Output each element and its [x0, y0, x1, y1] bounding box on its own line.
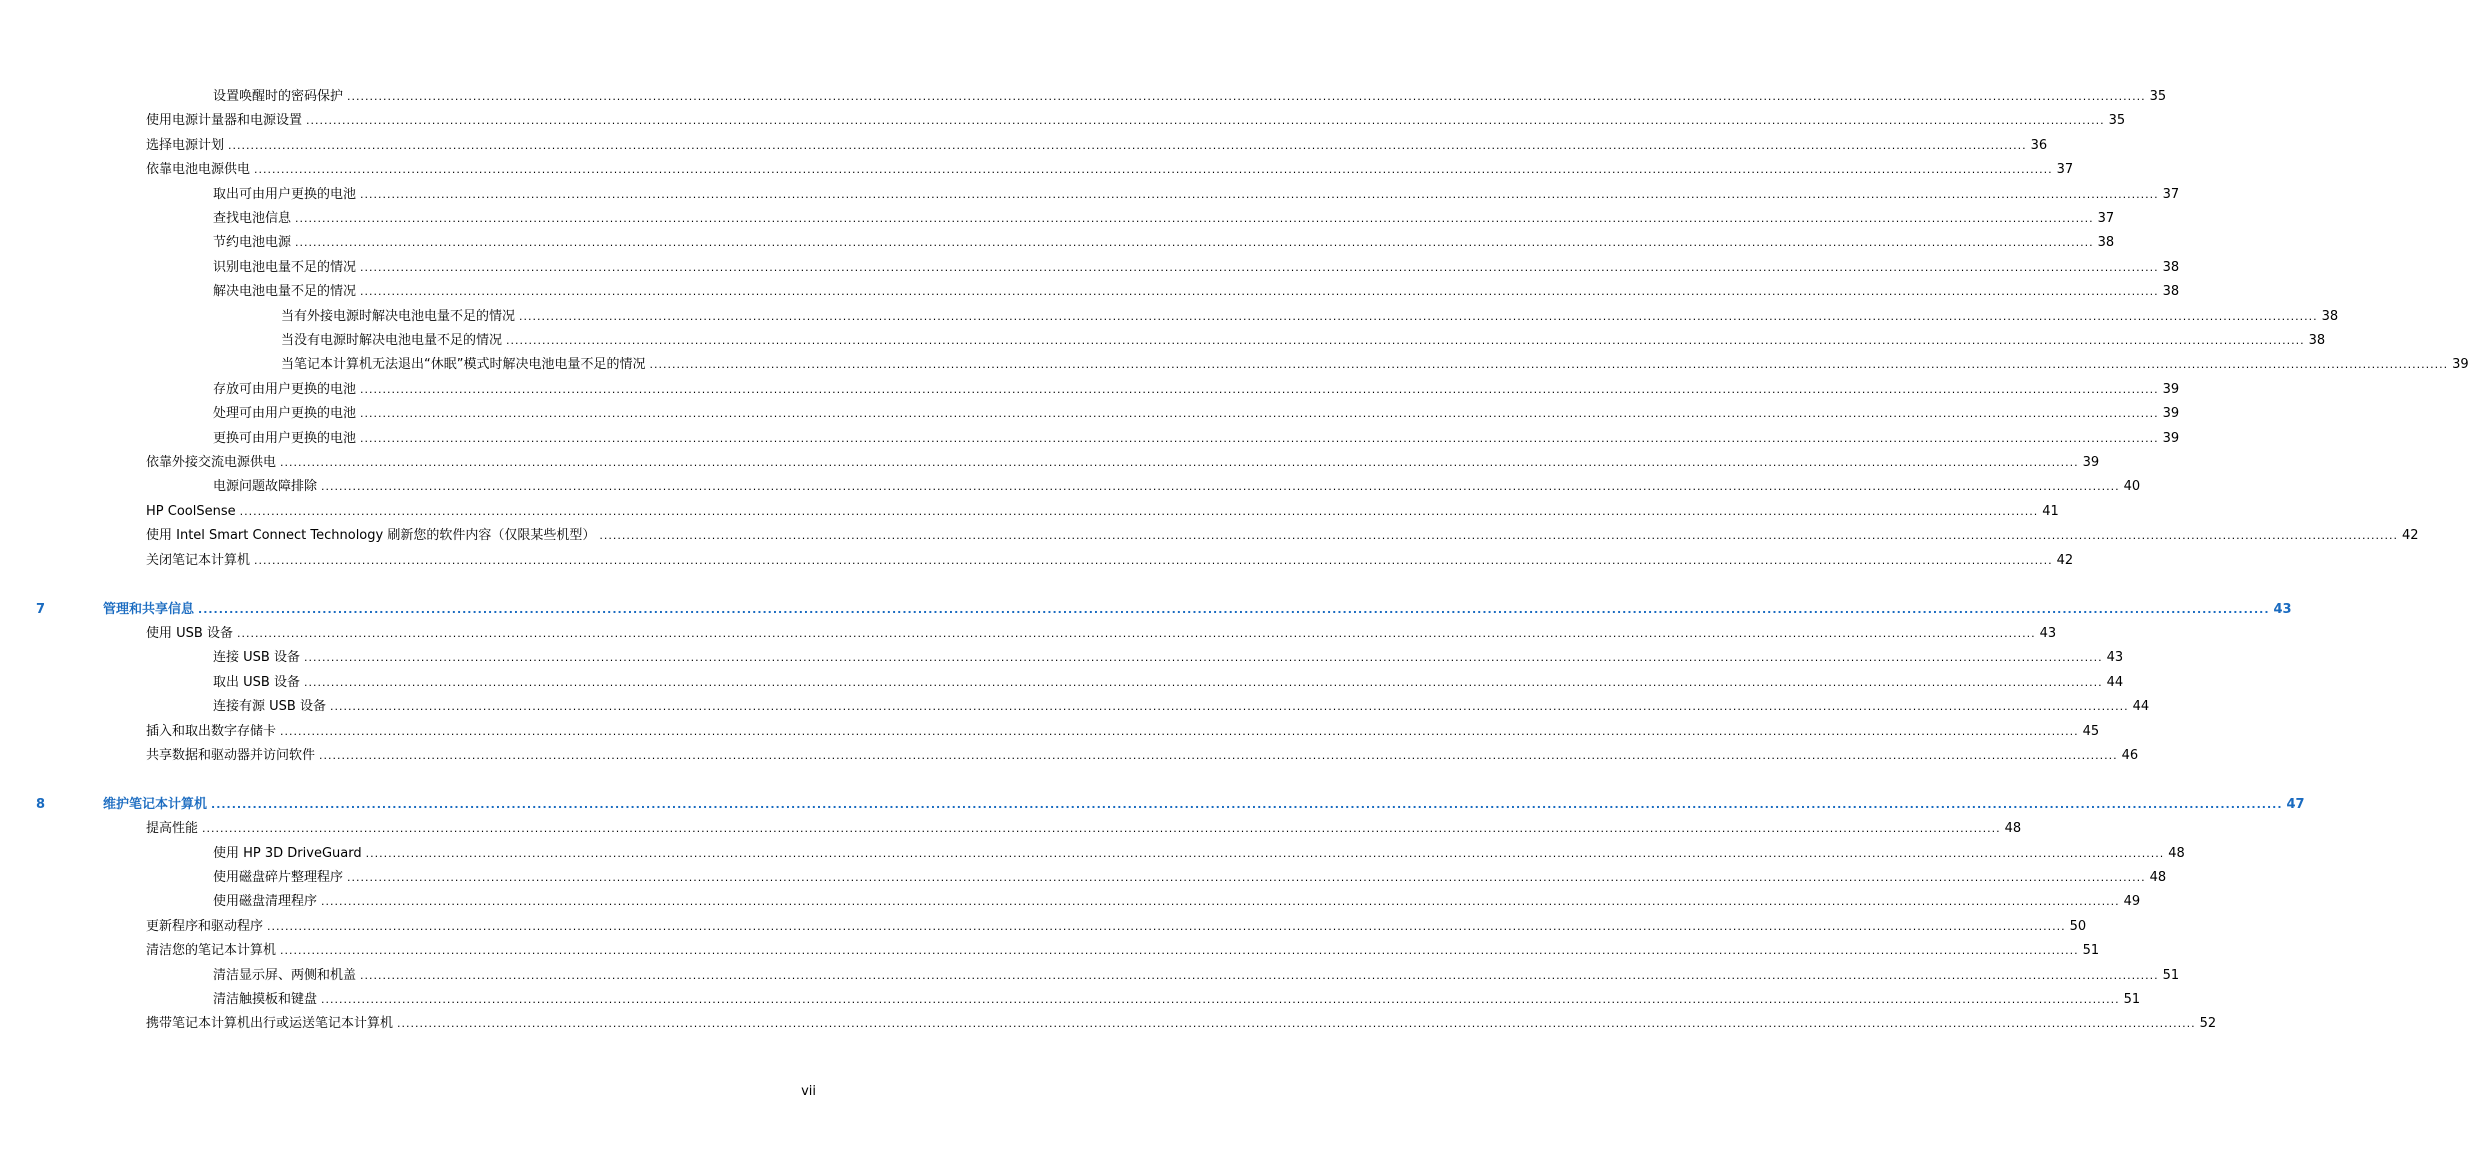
page-number: vii: [801, 1084, 816, 1099]
toc-entry-page: 49: [2123, 894, 2141, 910]
dot-leader: ................................................................................................................................................................................................................................................................................................................................................................................................................: [211, 797, 2283, 811]
toc-entry-page: 46: [2121, 747, 2139, 763]
toc-entry-title: 节约电池电源: [213, 235, 292, 251]
toc-entry-page: 36: [2030, 137, 2048, 153]
toc-entry-title: 取出 USB 设备: [213, 674, 300, 690]
toc-entry-title: 提高性能: [146, 821, 199, 837]
dot-leader: ................................................................................................................................................................................................................................................................................................................................................................................................................: [280, 944, 2079, 958]
toc-entry-page: 48: [2149, 870, 2167, 885]
toc-entry-page: 51: [2082, 943, 2100, 959]
toc-entry[interactable]: [213, 967, 2180, 985]
toc-entry-title: 识别电池电量不足的情况: [213, 259, 357, 275]
toc-entry[interactable]: [146, 552, 2074, 570]
toc-entry[interactable]: [213, 210, 2115, 228]
toc-entry-page: 48: [2168, 845, 2185, 861]
toc-entry-page: 37: [2056, 162, 2074, 178]
toc-entry-title: 使用磁盘清理程序: [213, 894, 318, 910]
toc-entry-title: 清洁您的笔记本计算机: [146, 943, 277, 959]
dot-leader: ................................................................................................................................................................................................................................................................................................................................................................................................................: [365, 846, 2165, 860]
toc-entry-page: 38: [2321, 308, 2339, 324]
toc-entry-title: 选择电源计划: [146, 137, 225, 153]
toc-entry-title: 依靠外接交流电源供电: [146, 455, 277, 470]
toc-entry-title: 清洁显示屏、两侧和机盖: [213, 967, 357, 983]
dot-leader: ................................................................................................................................................................................................................................................................................................................................................................................................................: [360, 285, 2159, 299]
dot-leader: ................................................................................................................................................................................................................................................................................................................................................................................................................: [236, 626, 2036, 640]
toc-entry[interactable]: [213, 88, 2167, 106]
toc-entry-page: 51: [2162, 967, 2180, 983]
toc-entry[interactable]: [281, 356, 2469, 374]
toc-entry-page: 51: [2123, 992, 2141, 1007]
dot-leader: ................................................................................................................................................................................................................................................................................................................................................................................................................: [360, 260, 2159, 274]
toc-entry[interactable]: [281, 308, 2339, 326]
dot-leader: ................................................................................................................................................................................................................................................................................................................................................................................................................: [280, 456, 2079, 469]
toc-entry-page: 35: [2149, 89, 2167, 104]
toc-entry[interactable]: [213, 674, 2124, 692]
toc-entry-page: 39: [2452, 357, 2469, 373]
toc-entry[interactable]: [146, 747, 2139, 765]
toc-entry[interactable]: [146, 820, 2022, 838]
toc-entry[interactable]: [146, 942, 2100, 960]
dot-leader: ................................................................................................................................................................................................................................................................................................................................................................................................................: [347, 90, 2146, 103]
dot-leader: ................................................................................................................................................................................................................................................................................................................................................................................................................: [202, 822, 2001, 836]
toc-entry-page: 37: [2162, 186, 2180, 202]
toc-chapter-number: 8: [36, 796, 46, 812]
dot-leader: ................................................................................................................................................................................................................................................................................................................................................................................................................: [306, 114, 2105, 128]
toc-entry[interactable]: [213, 430, 2180, 448]
toc-entry-page: 40: [2123, 479, 2141, 495]
toc-entry-title: 解决电池电量不足的情况: [213, 284, 357, 300]
toc-entry-title: 使用 HP 3D DriveGuard: [213, 845, 362, 861]
toc-entry-title: 电源问题故障排除: [213, 479, 318, 495]
toc-entry-title: 连接 USB 设备: [213, 650, 300, 666]
toc-entry[interactable]: [213, 869, 2167, 887]
toc-entry-title: 查找电池信息: [213, 211, 292, 226]
toc-entry-title: 连接有源 USB 设备: [213, 699, 326, 715]
toc-entry[interactable]: [213, 186, 2180, 204]
toc-entry[interactable]: [213, 649, 2124, 667]
dot-leader: ................................................................................................................................................................................................................................................................................................................................................................................................................: [599, 529, 2398, 543]
toc-chapter-number: 7: [36, 601, 46, 617]
toc-entry-page: 45: [2082, 723, 2100, 739]
toc-entry-page: 50: [2069, 918, 2087, 934]
toc-entry-page: 38: [2162, 259, 2180, 275]
toc-entry[interactable]: [146, 723, 2100, 741]
toc-entry-title: 处理可由用户更换的电池: [213, 406, 357, 422]
toc-entry[interactable]: [146, 625, 2057, 643]
toc-entry[interactable]: [213, 259, 2180, 277]
toc-entry-page: 43: [2106, 650, 2124, 666]
toc-entry-title: 依靠电池电源供电: [146, 162, 251, 178]
dot-leader: ................................................................................................................................................................................................................................................................................................................................................................................................................: [280, 724, 2079, 738]
dot-leader: ................................................................................................................................................................................................................................................................................................................................................................................................................: [397, 1017, 2196, 1031]
toc-entry-title: 取出可由用户更换的电池: [213, 186, 357, 202]
toc-entry-page: 39: [2082, 455, 2100, 470]
toc-entry[interactable]: [213, 234, 2115, 252]
toc-entry[interactable]: [213, 991, 2141, 1009]
toc-entry[interactable]: [213, 381, 2180, 399]
toc-entry-title: 携带笔记本计算机出行或运送笔记本计算机: [146, 1016, 394, 1032]
toc-entry-title: 清洁触摸板和键盘: [213, 992, 318, 1007]
toc-entry-title: 使用 Intel Smart Connect Technology 刷新您的软件内容（仅限某些机型）: [146, 528, 596, 544]
toc-entry-page: 44: [2132, 699, 2150, 715]
dot-leader: ................................................................................................................................................................................................................................................................................................................................................................................................................: [360, 407, 2159, 421]
toc-entry-page: 47: [2286, 796, 2305, 812]
toc-entry-page: 39: [2162, 406, 2180, 422]
dot-leader: ................................................................................................................................................................................................................................................................................................................................................................................................................: [295, 212, 2094, 225]
toc-entry[interactable]: [146, 137, 2048, 155]
dot-leader: ................................................................................................................................................................................................................................................................................................................................................................................................................: [347, 871, 2146, 884]
toc-entry-title: 使用 USB 设备: [146, 625, 233, 641]
toc-entry-page: 38: [2308, 333, 2326, 348]
toc-entry-title: 插入和取出数字存储卡: [146, 723, 277, 739]
toc-entry-page: 39: [2162, 381, 2180, 397]
dot-leader: ................................................................................................................................................................................................................................................................................................................................................................................................................: [329, 700, 2129, 714]
dot-leader: ................................................................................................................................................................................................................................................................................................................................................................................................................: [321, 480, 2120, 494]
toc-entry-title: 设置唤醒时的密码保护: [213, 89, 344, 104]
toc-entry-page: 43: [2273, 601, 2292, 617]
dot-leader: ................................................................................................................................................................................................................................................................................................................................................................................................................: [228, 138, 2027, 152]
dot-leader: ................................................................................................................................................................................................................................................................................................................................................................................................................: [319, 748, 2118, 762]
dot-leader: ................................................................................................................................................................................................................................................................................................................................................................................................................: [267, 919, 2066, 933]
toc-entry-title: 更换可由用户更换的电池: [213, 430, 357, 446]
dot-leader: ................................................................................................................................................................................................................................................................................................................................................................................................................: [506, 334, 2305, 347]
dot-leader: ................................................................................................................................................................................................................................................................................................................................................................................................................: [360, 431, 2159, 445]
toc-entry-title: 关闭笔记本计算机: [146, 552, 251, 568]
dot-leader: ................................................................................................................................................................................................................................................................................................................................................................................................................: [321, 993, 2120, 1006]
toc-entry-title: 当笔记本计算机无法退出“休眠”模式时解决电池电量不足的情况: [281, 357, 646, 373]
toc-entry[interactable]: [146, 1015, 2217, 1033]
toc-entry-title: 使用磁盘碎片整理程序: [213, 870, 344, 885]
toc-entry-page: 42: [2401, 528, 2419, 544]
dot-leader: ................................................................................................................................................................................................................................................................................................................................................................................................................: [303, 675, 2103, 689]
toc-entry-title: 更新程序和驱动程序: [146, 918, 264, 934]
dot-leader: ................................................................................................................................................................................................................................................................................................................................................................................................................: [360, 968, 2159, 982]
dot-leader: ................................................................................................................................................................................................................................................................................................................................................................................................................: [198, 602, 2270, 616]
toc-entry-title: 当没有电源时解决电池电量不足的情况: [281, 333, 503, 348]
toc-entry[interactable]: [146, 527, 2419, 545]
toc-entry[interactable]: [146, 161, 2074, 179]
toc-entry[interactable]: [146, 918, 2087, 936]
toc-entry-title: 管理和共享信息: [103, 601, 195, 617]
toc-entry-title: 维护笔记本计算机: [103, 796, 208, 812]
dot-leader: ................................................................................................................................................................................................................................................................................................................................................................................................................: [303, 651, 2103, 665]
dot-leader: ................................................................................................................................................................................................................................................................................................................................................................................................................: [321, 895, 2120, 909]
toc-entry-title: 使用电源计量器和电源设置: [146, 113, 303, 129]
dot-leader: ................................................................................................................................................................................................................................................................................................................................................................................................................: [360, 187, 2159, 201]
toc-entry-page: 52: [2199, 1016, 2217, 1032]
toc-entry[interactable]: [281, 332, 2326, 350]
toc-entry-page: 38: [2162, 284, 2180, 300]
toc-entry[interactable]: [213, 893, 2141, 911]
toc-entry[interactable]: [213, 478, 2141, 496]
dot-leader: ................................................................................................................................................................................................................................................................................................................................................................................................................: [519, 309, 2318, 323]
toc-entry-page: 37: [2097, 211, 2115, 226]
toc-entry-title: 存放可由用户更换的电池: [213, 381, 357, 397]
toc-entry-page: 41: [2042, 503, 2059, 519]
toc-entry[interactable]: [146, 454, 2100, 472]
toc-entry-page: 42: [2056, 552, 2074, 568]
toc-entry[interactable]: [213, 283, 2180, 301]
toc-entry[interactable]: [213, 698, 2150, 716]
toc-chapter-entry[interactable]: [36, 796, 2305, 814]
dot-leader: ................................................................................................................................................................................................................................................................................................................................................................................................................: [649, 358, 2449, 372]
toc-entry[interactable]: [146, 112, 2126, 130]
toc-entry-title: 共享数据和驱动器并访问软件: [146, 747, 316, 763]
dot-leader: ................................................................................................................................................................................................................................................................................................................................................................................................................: [254, 553, 2053, 567]
toc-entry-page: 48: [2004, 821, 2022, 837]
toc-entry[interactable]: [213, 845, 2185, 863]
toc-entry[interactable]: [213, 405, 2180, 423]
toc-entry-page: 43: [2039, 625, 2057, 641]
dot-leader: ................................................................................................................................................................................................................................................................................................................................................................................................................: [254, 163, 2053, 177]
toc-entry-page: 38: [2097, 235, 2115, 251]
toc-entry[interactable]: [146, 503, 2059, 521]
toc-chapter-entry[interactable]: [36, 601, 2292, 619]
toc-entry-page: 39: [2162, 430, 2180, 446]
dot-leader: ................................................................................................................................................................................................................................................................................................................................................................................................................: [239, 504, 2039, 518]
toc-entry-page: 44: [2106, 674, 2124, 690]
dot-leader: ................................................................................................................................................................................................................................................................................................................................................................................................................: [360, 382, 2159, 396]
toc-entry-title: HP CoolSense: [146, 503, 236, 519]
dot-leader: ................................................................................................................................................................................................................................................................................................................................................................................................................: [295, 236, 2094, 250]
toc-entry-page: 35: [2108, 113, 2126, 129]
toc-entry-title: 当有外接电源时解决电池电量不足的情况: [281, 308, 516, 324]
